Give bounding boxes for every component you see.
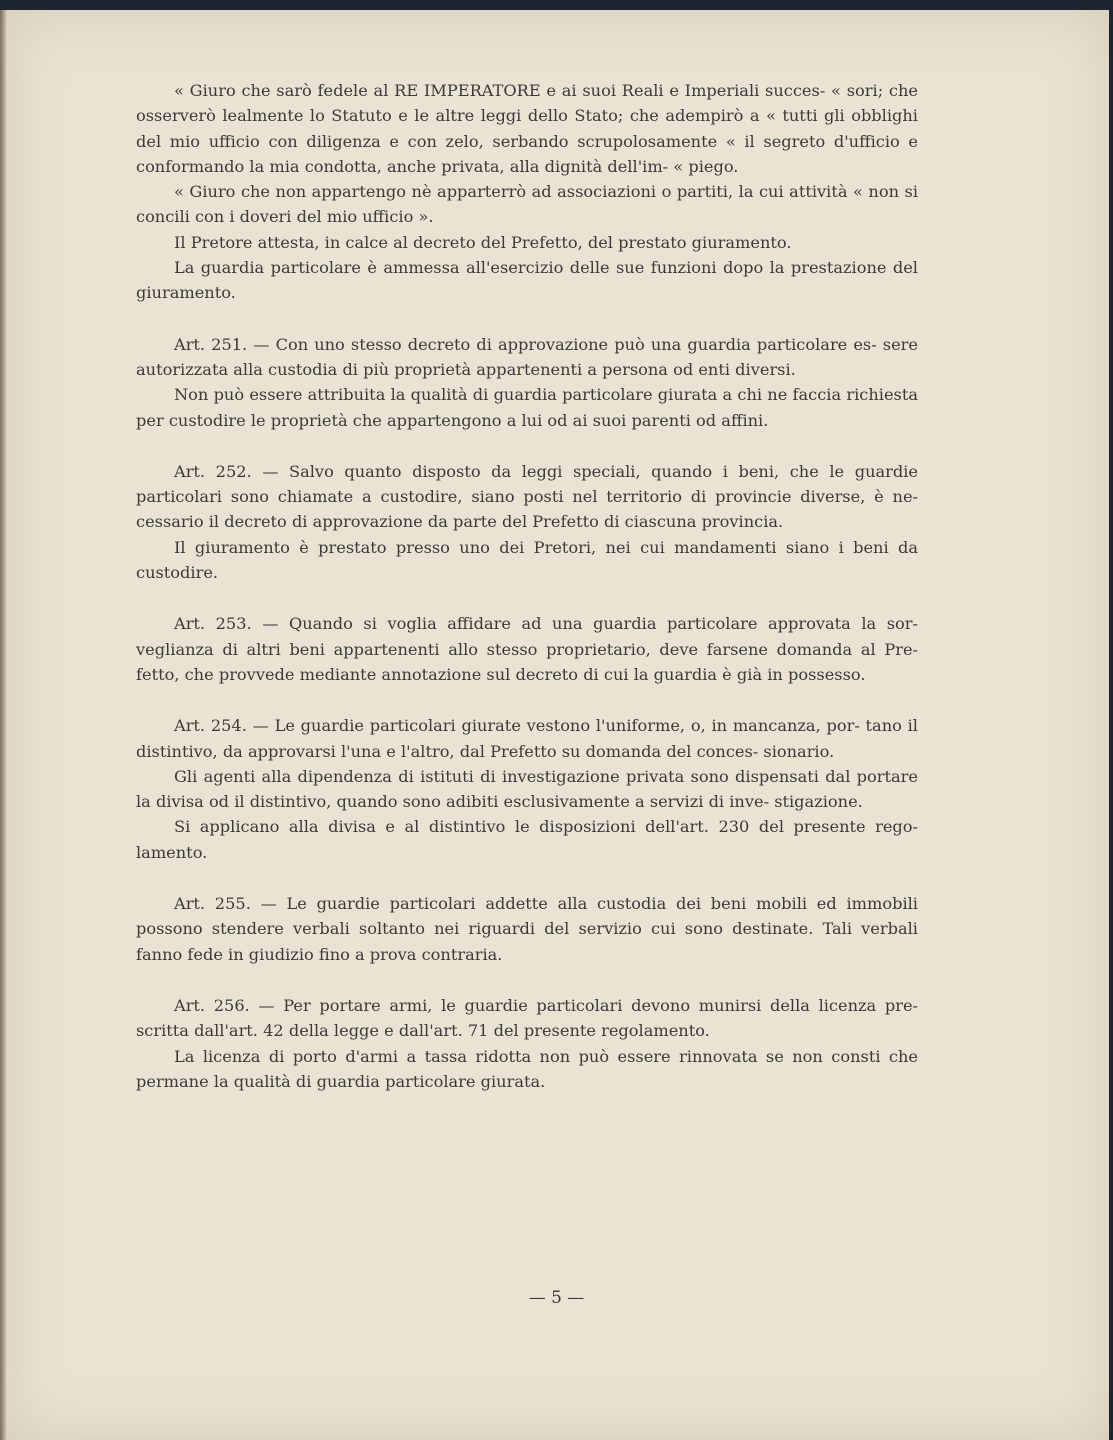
document-body — [136, 78, 918, 1094]
oath-paragraph-1: « Giuro che sarò fedele al RE IMPERATORE e ai suoi Reali e Imperiali succes- « sori; che osserverò lealmente lo Statuto e le altre leggi dello Stato; che adempirò a « tutti gli obblighi del mio ufficio con diligenza e con zelo, serbando scrupolosamente « il segreto d'ufficio e conformando la mia condotta, anche privata, alla dignità dell'im- « piego. — [136, 81, 918, 176]
article-253: Art. 253. — Quando si voglia affidare ad una guardia particolare approvata la sor- veglianza di altri beni appartenenti allo stesso proprietario, deve farsene domanda al Pre- fetto, che provvede mediante annotazione sul decreto di cui la guardia è già in possesso. — [136, 614, 918, 684]
article-254-paragraph-2: Gli agenti alla dipendenza di istituti di investigazione privata sono dispensati dal portare la divisa od il distintivo, quando sono adibiti esclusivamente a servizi di inve- stigazione. — [136, 766, 918, 812]
article-254-paragraph-3: Si applicano alla divisa e al distintivo le disposizioni dell'art. 230 del presente rego- lamento. — [136, 817, 918, 862]
article-252: Art. 252. — Salvo quanto disposto da leggi speciali, quando i beni, che le guardie particolari sono chiamate a custodire, siano posti nel territorio di provincie diverse, è ne- cessario il decreto di approvazione da parte del Prefetto di ciascuna provincia. — [136, 461, 918, 532]
article-255: Art. 255. — Le guardie particolari addette alla custodia dei beni mobili ed immobili possono stendere verbali soltanto nei riguardi del servizio cui sono destinate. Tali verbali fanno fede in giudizio fino a prova contraria. — [136, 894, 918, 964]
article-254: Art. 254. — Le guardie particolari giurate vestono l'uniforme, o, in mancanza, por- tano il distintivo, da approvarsi l'una e l'altro, dal Prefetto su domanda del conces- sionario. — [136, 716, 918, 761]
pretore-paragraph: Il Pretore attesta, in calce al decreto del Prefetto, del prestato giuramento. — [174, 232, 792, 252]
guardia-paragraph: La guardia particolare è ammessa all'esercizio delle sue funzioni dopo la prestazione del giuramento. — [136, 258, 918, 303]
article-251: Art. 251. — Con uno stesso decreto di approvazione può una guardia particolare es- sere autorizzata alla custodia di più proprietà appartenenti a persona od enti diversi. — [136, 334, 918, 379]
page-number: — 5 — — [528, 1288, 585, 1308]
article-252-paragraph-2: Il giuramento è prestato presso uno dei Pretori, nei cui mandamenti siano i beni da custodire. — [136, 537, 918, 583]
article-251-paragraph-2: Non può essere attribuita la qualità di guardia particolare giurata a chi ne faccia richiesta per custodire le proprietà che appartengono a lui od ai suoi parenti od affini. — [136, 385, 918, 430]
oath-paragraph-2: « Giuro che non appartengo nè apparterrò ad associazioni o partiti, la cui attività « non si concili con i doveri del mio ufficio ». — [136, 182, 918, 227]
article-256-paragraph-2: La licenza di porto d'armi a tassa ridotta non può essere rinnovata se non consti che permane la qualità di guardia particolare giurata. — [136, 1046, 918, 1091]
article-256: Art. 256. — Per portare armi, le guardie particolari devono munirsi della licenza pre- scritta dall'art. 42 della legge e dall'art. 71 del presente regolamento. — [136, 995, 918, 1041]
